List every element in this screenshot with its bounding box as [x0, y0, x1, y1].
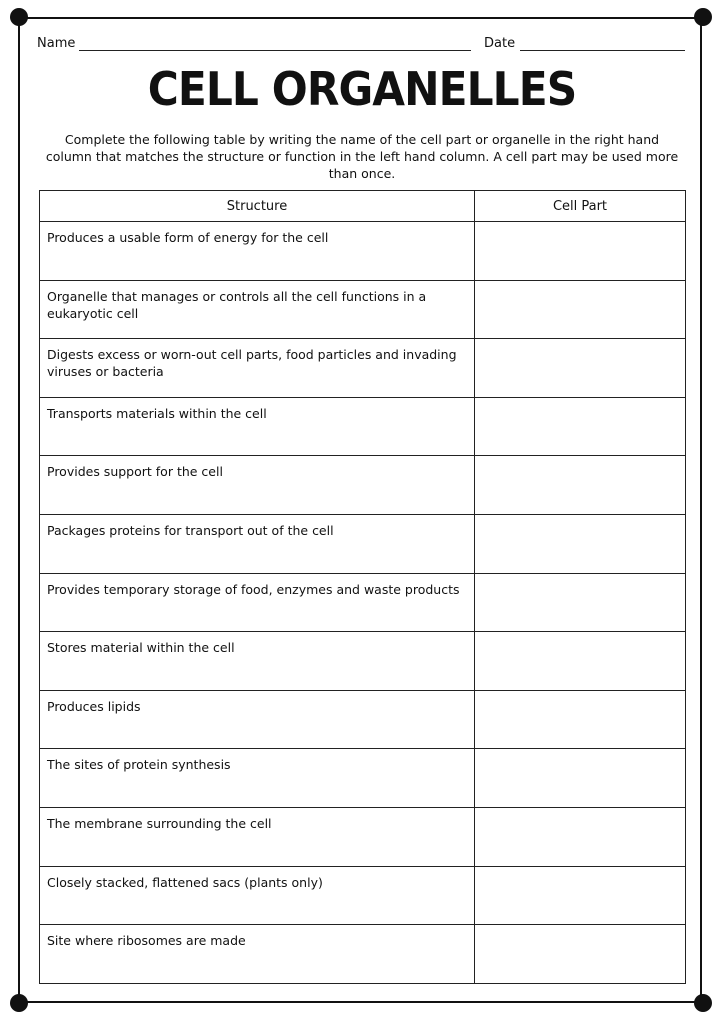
table-row [40, 222, 686, 281]
structure-cell: Stores material within the cell [40, 632, 475, 691]
answer-cell[interactable] [475, 222, 686, 281]
table-row [40, 866, 686, 925]
table-row [40, 632, 686, 691]
table-row [40, 925, 686, 984]
structure-cell: Transports materials within the cell [40, 397, 475, 456]
structure-cell: Provides support for the cell [40, 456, 475, 515]
structure-cell: Packages proteins for transport out of the cell [40, 514, 475, 573]
table-row [40, 807, 686, 866]
structure-cell: Closely stacked, flattened sacs (plants only) [40, 866, 475, 925]
structure-cell: Produces lipids [40, 690, 475, 749]
structure-cell: Site where ribosomes are made [40, 925, 475, 984]
structure-cell: Produces a usable form of energy for the cell [40, 222, 475, 281]
table-row [40, 690, 686, 749]
structure-cell: The membrane surrounding the cell [40, 807, 475, 866]
structure-cell: Digests excess or worn-out cell parts, food particles and invading viruses or bacteria [40, 339, 475, 398]
table-row [40, 749, 686, 808]
organelle-table [39, 190, 686, 984]
answer-cell[interactable] [475, 632, 686, 691]
table-header-row [40, 191, 686, 222]
instructions-text: Complete the following table by writing the name of the cell part or organelle in the right hand column that matches the structure or function in the left hand column. A cell part may be used more than once. [45, 132, 679, 181]
date-label: Date [484, 36, 516, 51]
answer-cell[interactable] [475, 339, 686, 398]
corner-dot-bottom-left [10, 994, 28, 1012]
structure-cell: The sites of protein synthesis [40, 749, 475, 808]
column-header-cell-part: Cell Part [475, 191, 686, 222]
name-field-line[interactable] [79, 50, 471, 51]
answer-cell[interactable] [475, 280, 686, 339]
name-label: Name [37, 36, 76, 51]
date-field-line[interactable] [520, 50, 685, 51]
worksheet-title: CELL ORGANELLES [147, 62, 577, 116]
answer-cell[interactable] [475, 749, 686, 808]
structure-cell: Provides temporary storage of food, enzymes and waste products [40, 573, 475, 632]
answer-cell[interactable] [475, 866, 686, 925]
corner-dot-bottom-right [694, 994, 712, 1012]
answer-cell[interactable] [475, 807, 686, 866]
table-row [40, 514, 686, 573]
table-row [40, 573, 686, 632]
table-row [40, 339, 686, 398]
name-date-row [37, 36, 687, 56]
structure-cell: Organelle that manages or controls all the cell functions in a eukaryotic cell [40, 280, 475, 339]
corner-dot-top-left [10, 8, 28, 26]
answer-cell[interactable] [475, 397, 686, 456]
answer-cell[interactable] [475, 573, 686, 632]
answer-cell[interactable] [475, 690, 686, 749]
corner-dot-top-right [694, 8, 712, 26]
table-row [40, 397, 686, 456]
answer-cell[interactable] [475, 514, 686, 573]
table-row [40, 456, 686, 515]
answer-cell[interactable] [475, 456, 686, 515]
table-row [40, 280, 686, 339]
column-header-structure: Structure [40, 191, 475, 222]
answer-cell[interactable] [475, 925, 686, 984]
